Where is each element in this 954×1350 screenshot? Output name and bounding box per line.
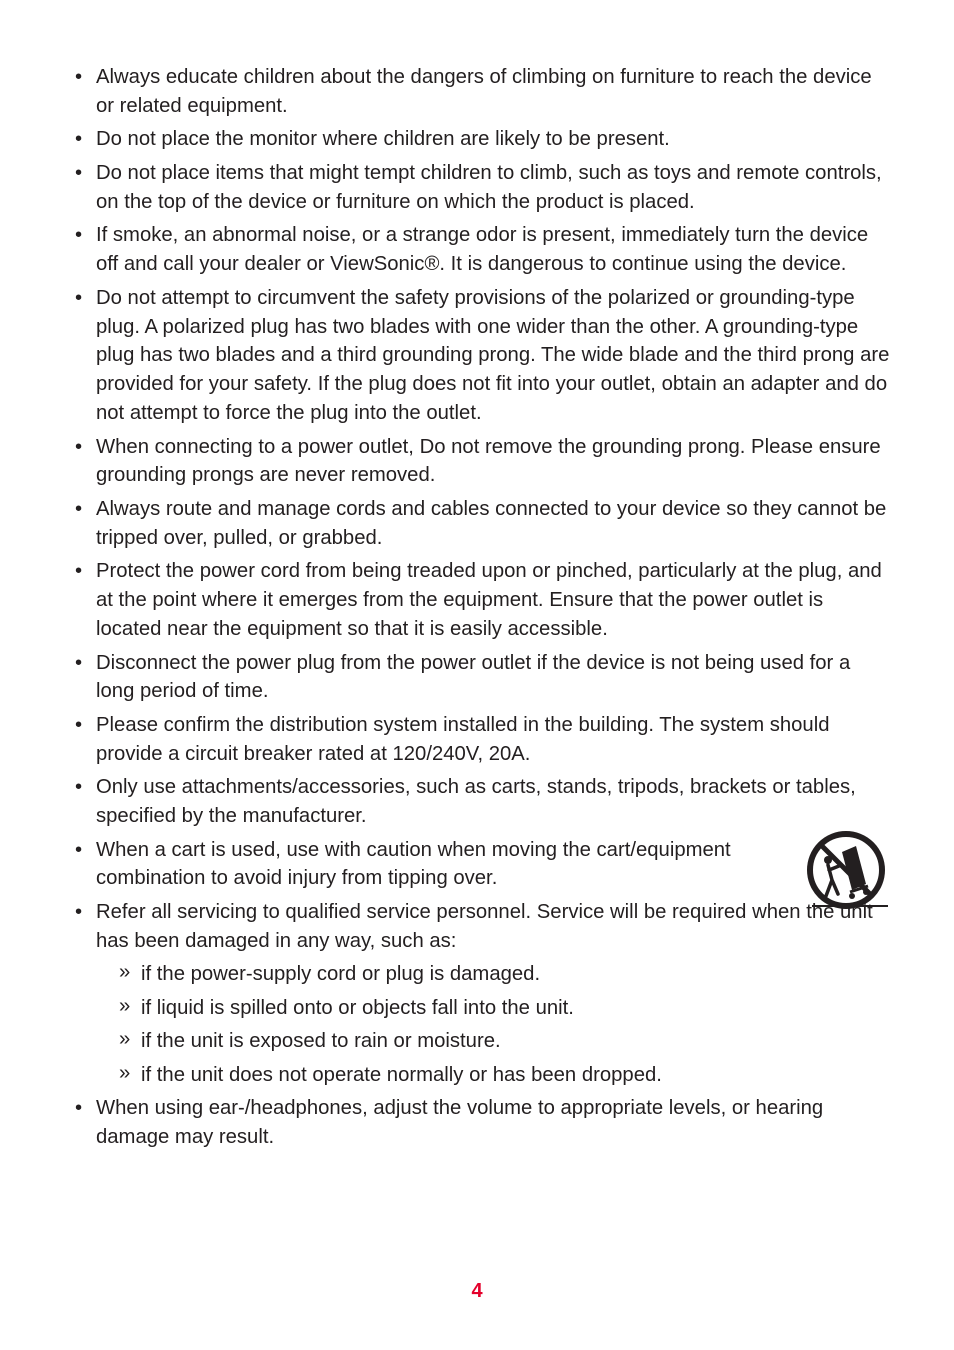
list-item [75,284,890,428]
list-item-text: Do not attempt to circumvent the safety provisions of the polarized or grounding-type plug. A polarized plug has two blades with one wider than the other. A grounding-type plug has two blades and a third grounding prong. The wide blade and the third prong are provided for your safety. If the plug does not fit into your outlet, obtain an adapter and do not attempt to force the plug into the outlet. [96,286,890,424]
list-item [75,495,890,553]
bullet-marker: • [75,838,83,861]
list-item [75,221,890,279]
bullet-marker: • [75,435,83,458]
sub-list-item-text: if the unit does not operate normally or has been dropped. [141,1063,662,1086]
list-item [75,898,890,956]
sub-list-item [75,994,890,1023]
list-item-text: When a cart is used, use with caution when moving the cart/equipment combination to avoid injury from tipping over. [96,838,731,890]
list-item-cart-warning [75,836,890,894]
sub-bullet-marker: » [119,1028,131,1051]
list-item [75,433,890,491]
list-item-text: Do not place items that might tempt children to climb, such as toys and remote controls, on the top of the device or furniture on which the product is placed. [96,161,882,213]
bullet-marker: • [75,901,83,924]
bullet-marker: • [75,128,83,151]
list-item-text: When using ear-/headphones, adjust the volume to appropriate levels, or hearing damage may result. [96,1097,824,1148]
list-item-text: Always educate children about the dangers of climbing on furniture to reach the device or related equipment. [96,66,872,117]
bullet-marker: • [75,651,83,674]
list-item-text: Refer all servicing to qualified service personnel. Service will be required when the unit has been damaged in any way, such as: [96,901,873,952]
bullet-marker: • [75,161,83,184]
list-item [75,649,890,707]
sub-bullet-marker: » [119,1061,131,1084]
list-item [75,557,890,643]
sub-list-item-text: if the power-supply cord or plug is damaged. [141,963,541,986]
list-item [75,1094,890,1152]
list-item [75,159,890,217]
sub-bullet-marker: » [119,961,131,984]
list-item-text: Do not place the monitor where children are likely to be present. [96,128,670,151]
sub-bullet-marker: » [119,994,131,1017]
bullet-marker: • [75,224,83,247]
bullet-marker: • [75,286,83,309]
safety-instructions-list [75,63,890,1156]
page-number: 4 [471,1280,483,1302]
bullet-marker: • [75,1097,83,1120]
list-item-text: Only use attachments/accessories, such as carts, stands, tripods, brackets or tables, specified by the manufacturer. [96,776,856,828]
list-item-text: Please confirm the distribution system installed in the building. The system should provide a circuit breaker rated at 120/240V, 20A. [96,713,830,765]
sub-list-item-text: if liquid is spilled onto or objects fall into the unit. [141,996,574,1019]
bullet-marker: • [75,713,83,736]
sub-list-item [75,1027,890,1056]
list-item-text: Disconnect the power plug from the power outlet if the device is not being used for a long period of time. [96,651,851,703]
bullet-marker: • [75,776,83,799]
bullet-marker: • [75,560,83,583]
list-item [75,125,890,154]
list-item [75,711,890,769]
bullet-marker: • [75,497,83,520]
sub-list-item [75,1061,890,1090]
sub-list-item-text: if the unit is exposed to rain or moisture. [141,1030,501,1053]
sub-list-item [75,960,890,989]
list-item-text: When connecting to a power outlet, Do not remove the grounding prong. Please ensure grounding prongs are never removed. [96,435,881,487]
list-item [75,63,890,121]
list-item-text: Protect the power cord from being treaded upon or pinched, particularly at the plug, and at the point where it emerges from the equipment. Ensure that the power outlet is located near the equipment so that it is easily accessible. [96,560,882,640]
list-item-text: Always route and manage cords and cables connected to your device so they cannot be tripped over, pulled, or grabbed. [96,497,887,549]
list-item-text: If smoke, an abnormal noise, or a strange odor is present, immediately turn the device off and call your dealer or ViewSonic®. It is dangerous to continue using the device. [96,224,869,276]
list-item [75,773,890,831]
bullet-marker: • [75,66,83,88]
